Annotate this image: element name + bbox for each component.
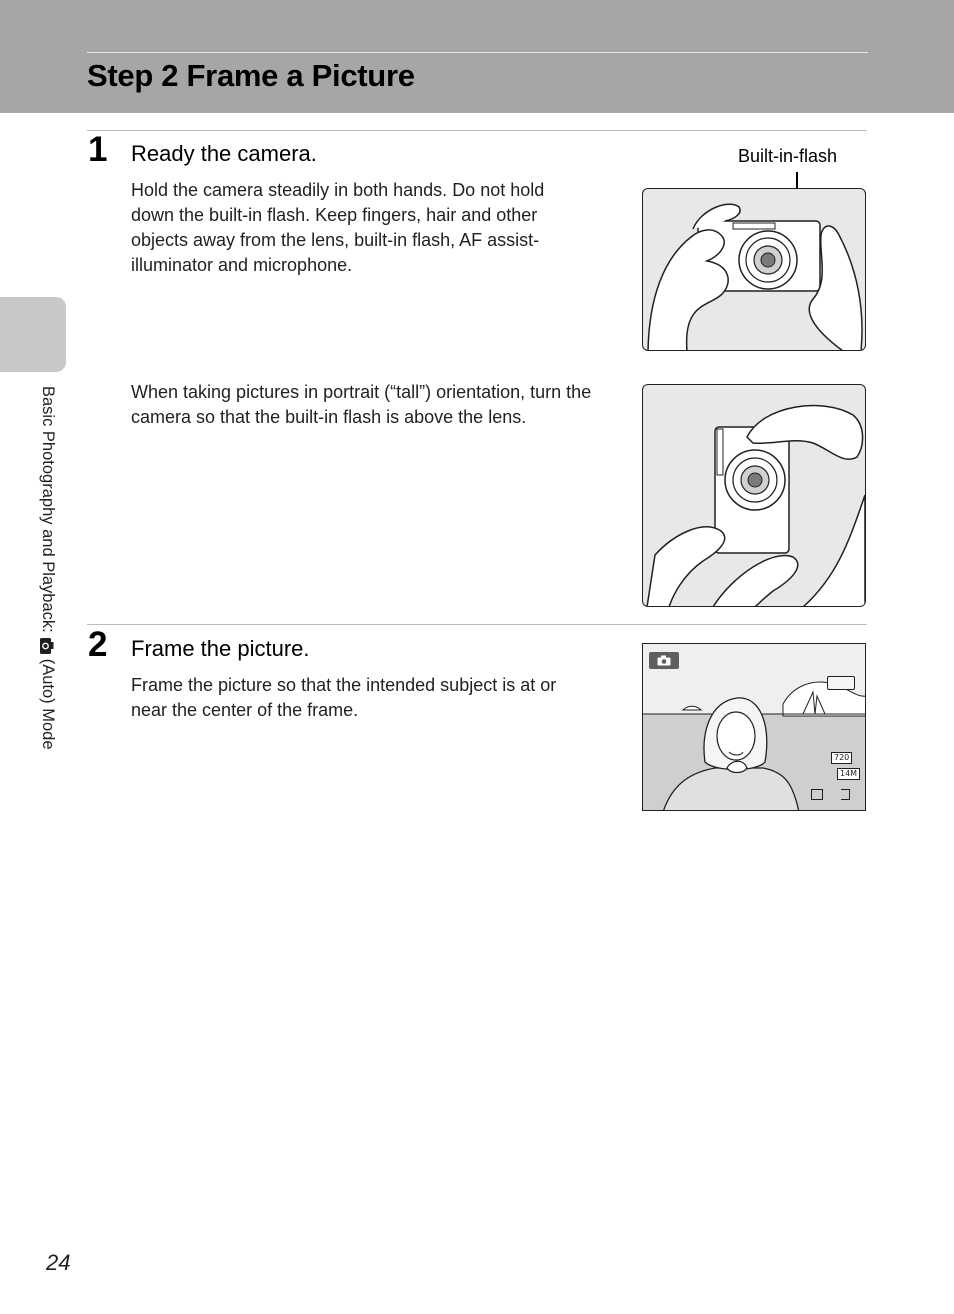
side-label-text-after: (Auto) Mode bbox=[39, 658, 57, 750]
step-heading: Ready the camera. bbox=[131, 141, 317, 166]
lcd-scene-icons bbox=[827, 676, 855, 690]
lcd-movie-setting: 720 bbox=[831, 752, 852, 764]
camera-icon bbox=[40, 637, 56, 655]
page-title: Step 2 Frame a Picture bbox=[87, 58, 415, 93]
lcd-mode-badge bbox=[649, 652, 679, 669]
monitor-scene-drawing bbox=[643, 644, 866, 811]
lcd-image-size: 14M bbox=[837, 768, 860, 780]
step-number: 2 bbox=[88, 625, 108, 664]
section-rule bbox=[87, 130, 867, 131]
step-paragraph: Frame the picture so that the intended subject is at or near the center of the frame. bbox=[131, 675, 557, 720]
camera-landscape-drawing bbox=[643, 189, 866, 351]
callout-label-flash: Built-in-flash bbox=[738, 146, 838, 166]
side-label-text-before: Basic Photography and Playback: bbox=[39, 386, 57, 633]
section-rule bbox=[87, 624, 867, 625]
illustration-camera-portrait-grip bbox=[642, 384, 866, 607]
header-rule bbox=[87, 52, 868, 53]
step-paragraph: When taking pictures in portrait (“tall”) orientation, turn the camera so that the built-in flash is above the lens. bbox=[131, 382, 592, 427]
lcd-battery-icon bbox=[811, 789, 823, 800]
camera-icon bbox=[657, 655, 671, 666]
step-number: 1 bbox=[88, 130, 108, 169]
illustration-monitor-framing bbox=[642, 643, 866, 811]
camera-portrait-drawing bbox=[643, 385, 866, 607]
side-tab bbox=[0, 297, 66, 372]
illustration-camera-landscape-grip bbox=[642, 188, 866, 351]
header-band bbox=[0, 0, 954, 113]
step-paragraph: Hold the camera steadily in both hands. Do not hold down the built-in flash. Keep fingers, hair and other objects away from the lens, built-in flash, AF assist-illuminator and microphone. bbox=[131, 180, 545, 275]
step-heading: Frame the picture. bbox=[131, 636, 310, 661]
side-section-label bbox=[38, 386, 57, 750]
lcd-memory-icon bbox=[841, 789, 850, 800]
page-number: 24 bbox=[46, 1250, 71, 1275]
